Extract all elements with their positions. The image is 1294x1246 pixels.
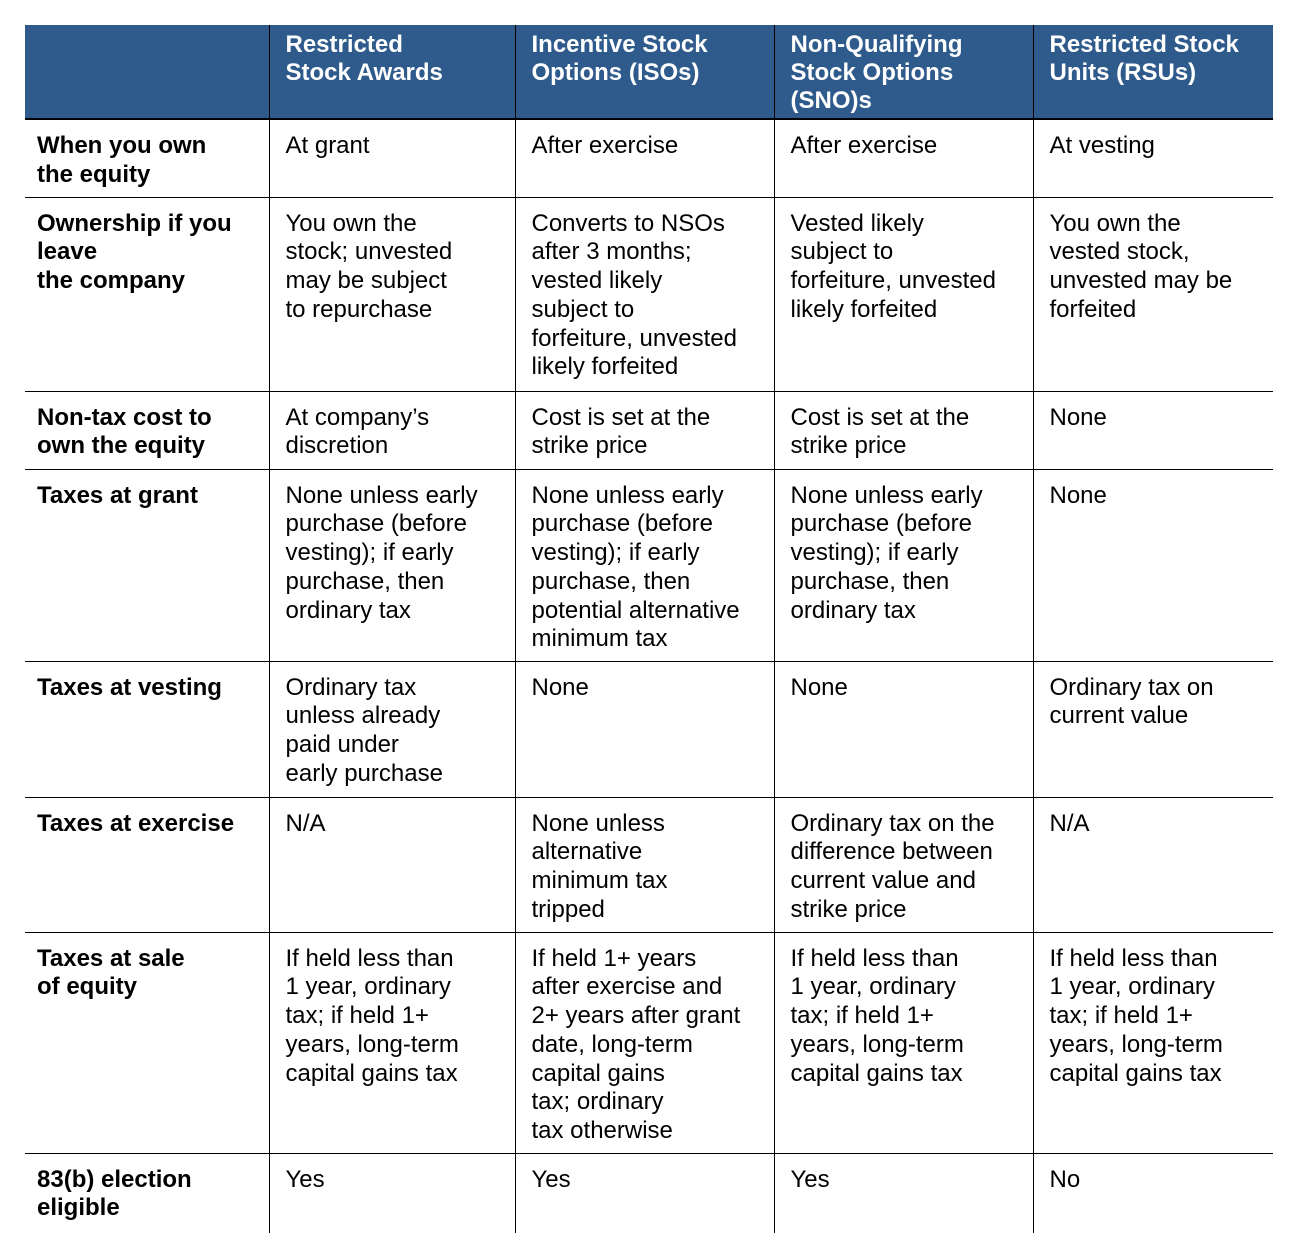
table-cell: If held less than 1 year, ordinary tax; if held 1+ years, long-term capital gains tax [774,932,1033,1153]
table-row [25,932,1273,1153]
table-cell: None [1033,469,1273,661]
header-non-qualifying-stock-options: Non-Qualifying Stock Options (SNO)s [774,25,1033,119]
table-cell: If held 1+ years after exercise and 2+ years after grant date, long-term capital gains tax; ordinary tax otherwise [515,932,774,1153]
header-incentive-stock-options: Incentive Stock Options (ISOs) [515,25,774,119]
table-cell: Cost is set at the strike price [774,391,1033,469]
table-cell: Yes [269,1153,515,1233]
table-cell: At company’s discretion [269,391,515,469]
table-row [25,469,1273,661]
header-corner [25,25,269,119]
table-body [25,119,1273,1233]
table-cell: Ordinary tax unless already paid under early purchase [269,661,515,797]
table-row [25,197,1273,391]
table-cell: At grant [269,119,515,197]
table-cell: None unless early purchase (before vesting); if early purchase, then ordinary tax [774,469,1033,661]
table-row [25,119,1273,197]
row-label: Ownership if you leave the company [25,197,269,391]
table-cell: N/A [269,797,515,932]
table-cell: None unless early purchase (before vesting); if early purchase, then ordinary tax [269,469,515,661]
header-row [25,25,1273,119]
table-cell: Cost is set at the strike price [515,391,774,469]
table-cell: None [774,661,1033,797]
table-row [25,661,1273,797]
table-cell: If held less than 1 year, ordinary tax; if held 1+ years, long-term capital gains tax [269,932,515,1153]
table-cell: N/A [1033,797,1273,932]
table-cell: Vested likely subject to forfeiture, unvested likely forfeited [774,197,1033,391]
table-cell: After exercise [515,119,774,197]
row-label: Non-tax cost to own the equity [25,391,269,469]
table-cell: You own the vested stock, unvested may be forfeited [1033,197,1273,391]
table-row [25,1153,1273,1233]
header-restricted-stock-units: Restricted Stock Units (RSUs) [1033,25,1273,119]
table-cell: None unless early purchase (before vesting); if early purchase, then potential alternative minimum tax [515,469,774,661]
table-row [25,391,1273,469]
table-cell: Yes [515,1153,774,1233]
table-cell: No [1033,1153,1273,1233]
table-cell: If held less than 1 year, ordinary tax; if held 1+ years, long-term capital gains tax [1033,932,1273,1153]
row-label: Taxes at grant [25,469,269,661]
row-label: When you own the equity [25,119,269,197]
table-cell: You own the stock; unvested may be subject to repurchase [269,197,515,391]
table-cell: Converts to NSOs after 3 months; vested likely subject to forfeiture, unvested likely forfeited [515,197,774,391]
table-cell: After exercise [774,119,1033,197]
table-cell: At vesting [1033,119,1273,197]
table-cell: Yes [774,1153,1033,1233]
row-label: Taxes at exercise [25,797,269,932]
table-row [25,797,1273,932]
row-label: 83(b) election eligible [25,1153,269,1233]
row-label: Taxes at sale of equity [25,932,269,1153]
table-cell: Ordinary tax on the difference between current value and strike price [774,797,1033,932]
row-label: Taxes at vesting [25,661,269,797]
table-cell: Ordinary tax on current value [1033,661,1273,797]
table-cell: None [1033,391,1273,469]
table-cell: None unless alternative minimum tax tripped [515,797,774,932]
equity-comparison-table [25,25,1273,1233]
header-restricted-stock-awards: Restricted Stock Awards [269,25,515,119]
table-cell: None [515,661,774,797]
